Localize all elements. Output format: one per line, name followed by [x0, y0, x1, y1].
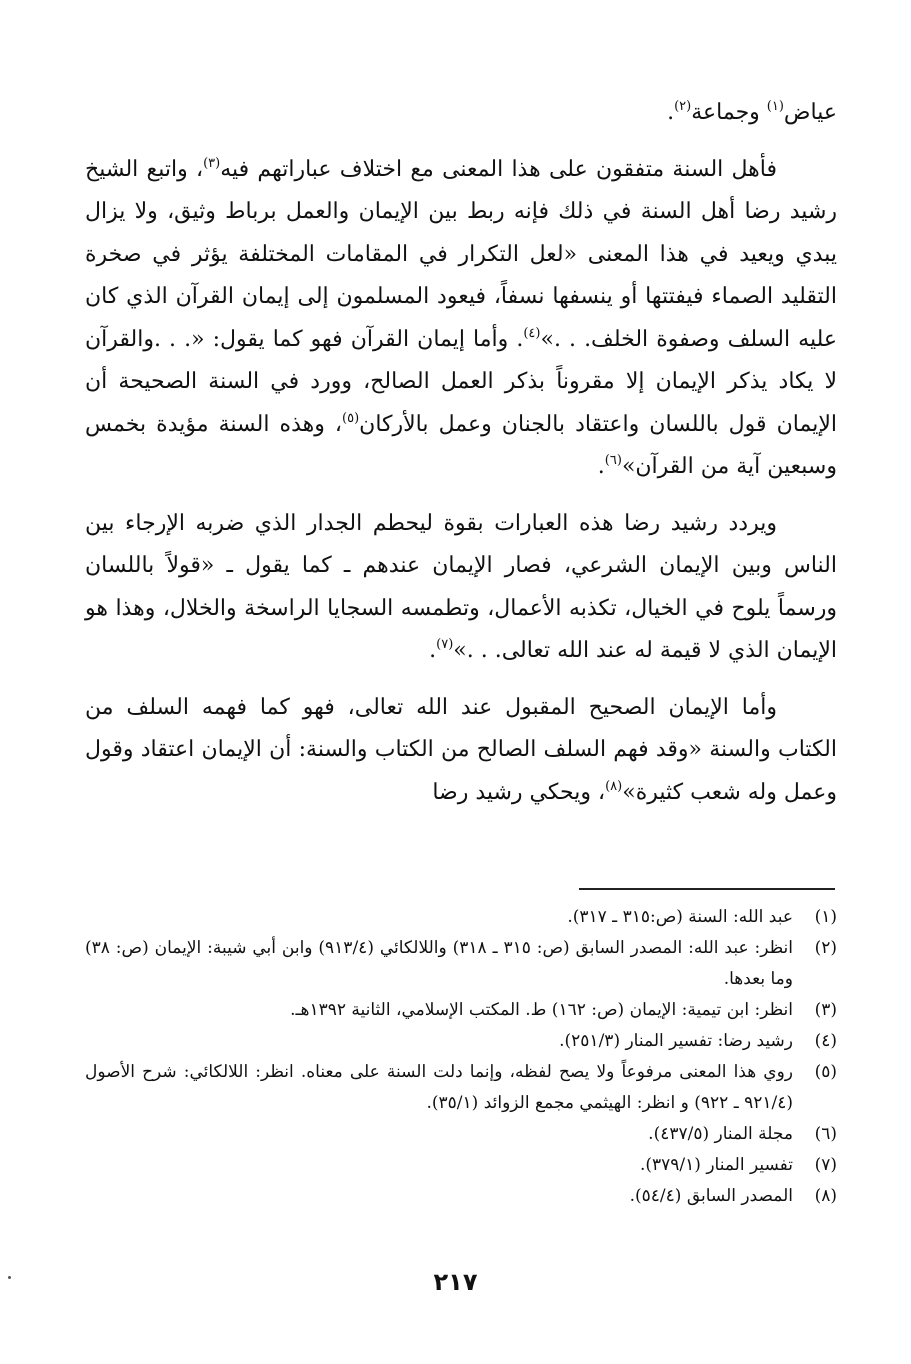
- footnote-number: (٤): [814, 1031, 837, 1051]
- footnote-number: (٣): [814, 1000, 837, 1020]
- footnote-8: [85, 1181, 837, 1212]
- paragraph-4-text-b: ، ويحكي رشيد رضا: [432, 779, 606, 805]
- footnote-ref-1[interactable]: (١): [766, 99, 784, 114]
- footnote-number: (١): [814, 907, 837, 927]
- footnote-text: انظر: عبد الله: المصدر السابق (ص: ٣١٥ ـ ٣١٨) واللالكائي (٩١٣/٤) وابن أبي شيبة: الإيمان (ص: ٣٨) وما بعدها.: [85, 938, 793, 989]
- paragraph-1: [85, 92, 837, 135]
- footnote-number: (٨): [814, 1186, 837, 1206]
- footnote-2: [85, 933, 837, 995]
- paragraph-2-text-c: . وأما إيمان القرآن فهو كما يقول: «. . .والقرآن لا يكاد يذكر الإيمان إلا مقروناً بذكر العمل الصالح، وورد في السنة الصحيحة أن الإيمان قول باللسان واعتقاد بالجنان وعمل بالأركان: [85, 326, 837, 437]
- paragraph-4-text-a: وأما الإيمان الصحيح المقبول عند الله تعالى، فهو كما فهمه السلف من الكتاب والسنة «وقد فهم السلف الصالح من الكتاب والسنة: أن الإيمان اعتقاد وقول وعمل وله شعب كثيرة»: [85, 694, 837, 805]
- paragraph-3-text-a: ويردد رشيد رضا هذه العبارات بقوة ليحطم الجدار الذي ضربه الإرجاء بين الناس وبين الإيمان الشرعي، فصار الإيمان عندهم ـ كما يقول ـ «قولاً باللسان ورسماً يلوح في الخيال، تكذبه الأعمال، وتطمسه السجايا الراسخة والخلال، وهذا هو الإيمان الذي لا قيمة له عند الله تعالى. . .»: [85, 510, 837, 663]
- footnote-number: (٢): [814, 938, 837, 958]
- footnote-separator: [579, 888, 835, 890]
- footnote-number: (٥): [814, 1062, 837, 1082]
- footnote-ref-3[interactable]: (٣): [203, 155, 221, 171]
- paragraph-2: [85, 149, 837, 489]
- footnote-4: [85, 1026, 837, 1057]
- footnote-ref-8[interactable]: (٨): [605, 778, 623, 794]
- paragraph-2-text-a: فأهل السنة متفقون على هذا المعنى مع اختلاف عباراتهم فيه: [220, 156, 778, 182]
- footnotes: [85, 902, 837, 1212]
- footnote-text: تفسير المنار (٣٧٩/١).: [639, 1155, 793, 1175]
- paragraph-3: [85, 503, 837, 673]
- footnote-text: المصدر السابق (٥٤/٤).: [629, 1186, 793, 1206]
- footnote-7: [85, 1150, 837, 1181]
- footnote-ref-5[interactable]: (٥): [342, 410, 360, 426]
- footnote-number: (٧): [814, 1155, 837, 1175]
- footnote-ref-2[interactable]: (٢): [674, 99, 692, 114]
- paragraph-2-text-b: ، واتبع الشيخ رشيد رضا أهل السنة في ذلك فإنه ربط بين الإيمان والعمل برباط وثيق، ولا يزال يبدي ويعيد في هذا المعنى «لعل التكرار في المقامات المختلفة يؤثر في صخرة التقليد الصماء فيفتتها أو ينسفها نسفاً، فيعود المسلمون إلى إيمان القرآن الذي كان عليه السلف وصفوة الخلف. . .»: [85, 156, 837, 352]
- footnote-ref-6[interactable]: (٦): [604, 453, 622, 468]
- footnote-text: رشيد رضا: تفسير المنار (٢٥١/٣).: [559, 1031, 793, 1051]
- scan-speck: [8, 1276, 11, 1279]
- paragraph-2-text-d: ، وهذه السنة مؤيدة بخمس وسبعين آية من القرآن»: [85, 411, 837, 479]
- footnote-text: عبد الله: السنة (ص:٣١٥ ـ ٣١٧).: [567, 907, 793, 927]
- main-text: [85, 92, 837, 814]
- paragraph-1-text-b: وجماعة: [691, 100, 767, 125]
- footnote-ref-7[interactable]: (٧): [436, 637, 454, 652]
- footnote-text: روي هذا المعنى مرفوعاً ولا يصح لفظه، وإنما دلت السنة على معناه. انظر: اللالكائي: شرح الأصول (٩٢١/٤ ـ ٩٢٢) و انظر: الهيثمي مجمع الزوائد (٣٥/١).: [85, 1062, 793, 1113]
- footnote-number: (٦): [814, 1124, 837, 1144]
- footnote-ref-4[interactable]: (٤): [523, 325, 541, 341]
- paragraph-1-text-a: عياض: [783, 100, 837, 125]
- footnote-1: [85, 902, 837, 933]
- paragraph-1-text-c: .: [667, 100, 675, 125]
- footnote-3: [85, 995, 837, 1026]
- footnote-text: مجلة المنار (٤٣٧/٥).: [648, 1124, 793, 1144]
- page-number: ٢١٧: [433, 1268, 478, 1296]
- footnote-6: [85, 1119, 837, 1150]
- paragraph-4: [85, 687, 837, 815]
- paragraph-3-text-b: .: [429, 638, 437, 663]
- footnote-text: انظر: ابن تيمية: الإيمان (ص: ١٦٢) ط. المكتب الإسلامي، الثانية ١٣٩٢هـ.: [290, 1000, 793, 1020]
- footnote-5: [85, 1057, 837, 1119]
- paragraph-2-text-e: .: [597, 454, 605, 479]
